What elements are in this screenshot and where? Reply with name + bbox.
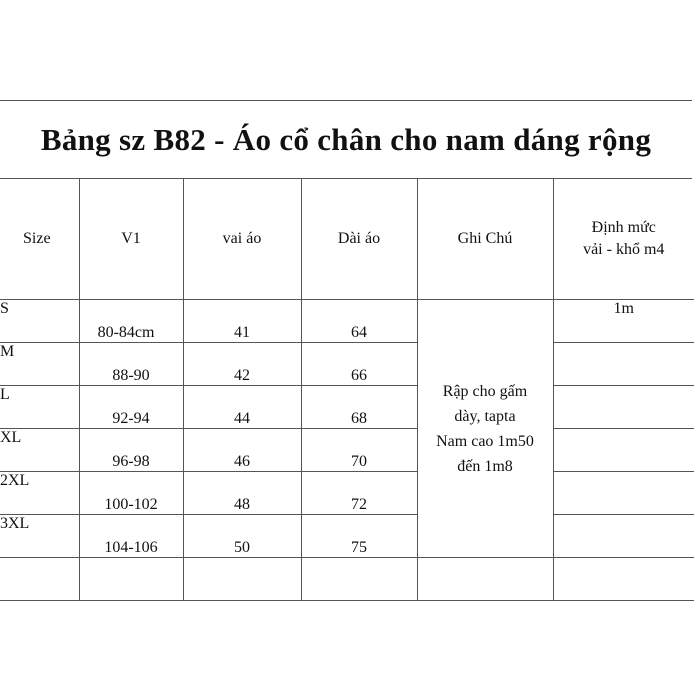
- cell-fabric: [553, 429, 694, 472]
- table-row-empty: [0, 558, 694, 601]
- cell-length: 70: [301, 429, 417, 472]
- header-length: Dài áo: [301, 179, 417, 300]
- cell-length: 68: [301, 386, 417, 429]
- cell-shoulder: 44: [183, 386, 301, 429]
- note-line: dày, tapta: [454, 407, 516, 425]
- note-line: Nam cao 1m50: [436, 432, 534, 450]
- table-row: [0, 300, 694, 343]
- cell-length: 64: [301, 300, 417, 343]
- cell-note: [417, 300, 553, 558]
- cell-fabric: [553, 386, 694, 429]
- title-box: [0, 100, 692, 179]
- cell-shoulder: 42: [183, 343, 301, 386]
- size-chart-sheet: [0, 100, 694, 595]
- cell-size: [0, 558, 79, 601]
- table-row: [0, 429, 694, 472]
- header-fabric: [553, 179, 694, 300]
- cell-shoulder: 48: [183, 472, 301, 515]
- cell-shoulder: 50: [183, 515, 301, 558]
- page-title: Bảng sz B82 - Áo cổ chân cho nam dáng rộng: [40, 121, 652, 157]
- cell-v1: 100-102: [79, 472, 183, 515]
- cell-shoulder: 41: [183, 300, 301, 343]
- cell-fabric: [553, 558, 694, 601]
- cell-size: 2XL: [0, 472, 79, 515]
- cell-v1: 80-84cm: [79, 300, 183, 343]
- cell-size: L: [0, 386, 79, 429]
- header-note: Ghi Chú: [417, 179, 553, 300]
- cell-length: 72: [301, 472, 417, 515]
- cell-v1: 104-106: [79, 515, 183, 558]
- cell-size: 3XL: [0, 515, 79, 558]
- cell-length: 75: [301, 515, 417, 558]
- header-fabric-line2: vải - khổ m4: [583, 241, 665, 258]
- table-row: [0, 386, 694, 429]
- table-row: [0, 515, 694, 558]
- cell-size: S: [0, 300, 79, 343]
- cell-fabric: [553, 343, 694, 386]
- header-fabric-line1: Định mức: [591, 219, 656, 236]
- cell-size: M: [0, 343, 79, 386]
- cell-shoulder: [183, 558, 301, 601]
- cell-fabric: [553, 515, 694, 558]
- size-table: [0, 179, 694, 601]
- cell-v1: 88-90: [79, 343, 183, 386]
- note-line: Rập cho gấm: [442, 382, 528, 400]
- cell-v1: 96-98: [79, 429, 183, 472]
- header-v1: V1: [79, 179, 183, 300]
- cell-fabric: 1m: [553, 300, 694, 343]
- header-size: Size: [0, 179, 79, 300]
- header-shoulder: vai áo: [183, 179, 301, 300]
- cell-size: XL: [0, 429, 79, 472]
- cell-length: 66: [301, 343, 417, 386]
- note-line: đến 1m8: [457, 457, 513, 475]
- cell-v1: 92-94: [79, 386, 183, 429]
- cell-fabric: [553, 472, 694, 515]
- table-row: [0, 343, 694, 386]
- table-header-row: [0, 179, 694, 300]
- cell-length: [301, 558, 417, 601]
- table-row: [0, 472, 694, 515]
- cell-shoulder: 46: [183, 429, 301, 472]
- cell-note-empty: [417, 558, 553, 601]
- cell-v1: [79, 558, 183, 601]
